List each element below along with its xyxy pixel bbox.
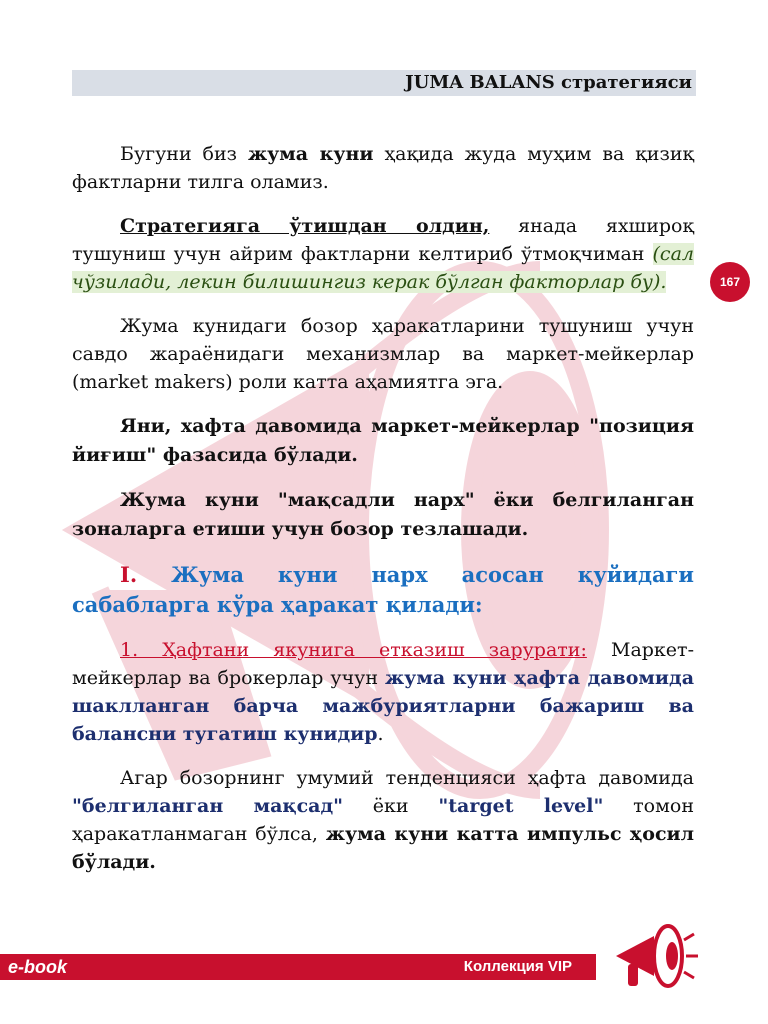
text: янада яхшироқ тушуниш учун айрим фактларни келтириб ўтмоқчиман <box>72 215 694 265</box>
paragraph-market-makers: Жума кунидаги бозор ҳаракатларини тушуниш учун савдо жараёнидаги механизмлар ва маркет-мейкерлар (market makers) роли катта аҳамиятга эга. <box>72 315 694 393</box>
megaphone-icon <box>610 920 700 992</box>
text: томон ҳаракатланмаган бўлса, <box>72 795 694 845</box>
header-title: JUMA BALANS стратегияси <box>405 72 692 93</box>
footer-ebook-label: e-book <box>8 957 68 977</box>
reason-label: 1. Ҳафтани якунига етказиш зарурати: <box>120 639 587 661</box>
emphasis-text: "белгиланган мақсад" <box>72 795 344 817</box>
underlined-heading: Стратегияга ўтишдан олдин, <box>120 215 490 237</box>
paragraph-before-strategy <box>72 212 694 296</box>
paragraph-target-level <box>72 764 694 876</box>
text: Бугуни биз <box>120 143 248 165</box>
paragraph-friday-acceleration: Жума куни "мақсадли нарх" ёки белгиланган зоналарга етиши учун бозор тезлашади. <box>72 489 694 540</box>
text: . <box>377 723 384 745</box>
footer-collection-label: Коллекция VIP <box>463 958 572 975</box>
text: ҳақида жуда муҳим ва қизиқ фактларни тилга оламиз. <box>72 143 694 193</box>
paragraph-reason-1 <box>72 636 694 748</box>
section-heading <box>72 560 694 620</box>
heading-number: I. <box>120 562 138 587</box>
bold-text: жума куни <box>247 143 374 165</box>
paragraph-intro <box>72 140 694 196</box>
bold-text: жума куни катта импульс ҳосил бўлади. <box>72 823 694 873</box>
page-header <box>72 70 696 96</box>
text: Маркет-мейкерлар ва брокерлар учун <box>72 639 694 689</box>
highlighted-note: (сал чўзилади, лекин билишингиз керак бўлган факторлар бу). <box>72 243 694 293</box>
paragraph-position-phase: Яни, хафта давомида маркет-мейкерлар "позиция йиғиш" фазасида бўлади. <box>72 415 694 466</box>
main-content <box>72 140 694 892</box>
emphasis-text: жума куни ҳафта давомида шаклланган барча мажбуриятларни бажариш ва балансни тугатиш кунидир <box>72 667 695 745</box>
page-footer <box>0 954 596 980</box>
heading-text: Жума куни нарх асосан қуйидаги сабабларга кўра ҳаракат қилади: <box>72 562 694 617</box>
text: ёки <box>343 795 439 817</box>
emphasis-text: "target level" <box>438 795 604 817</box>
page-number-badge: 167 <box>710 262 750 302</box>
text: Агар бозорнинг умумий тенденцияси ҳафта давомида <box>120 767 694 789</box>
